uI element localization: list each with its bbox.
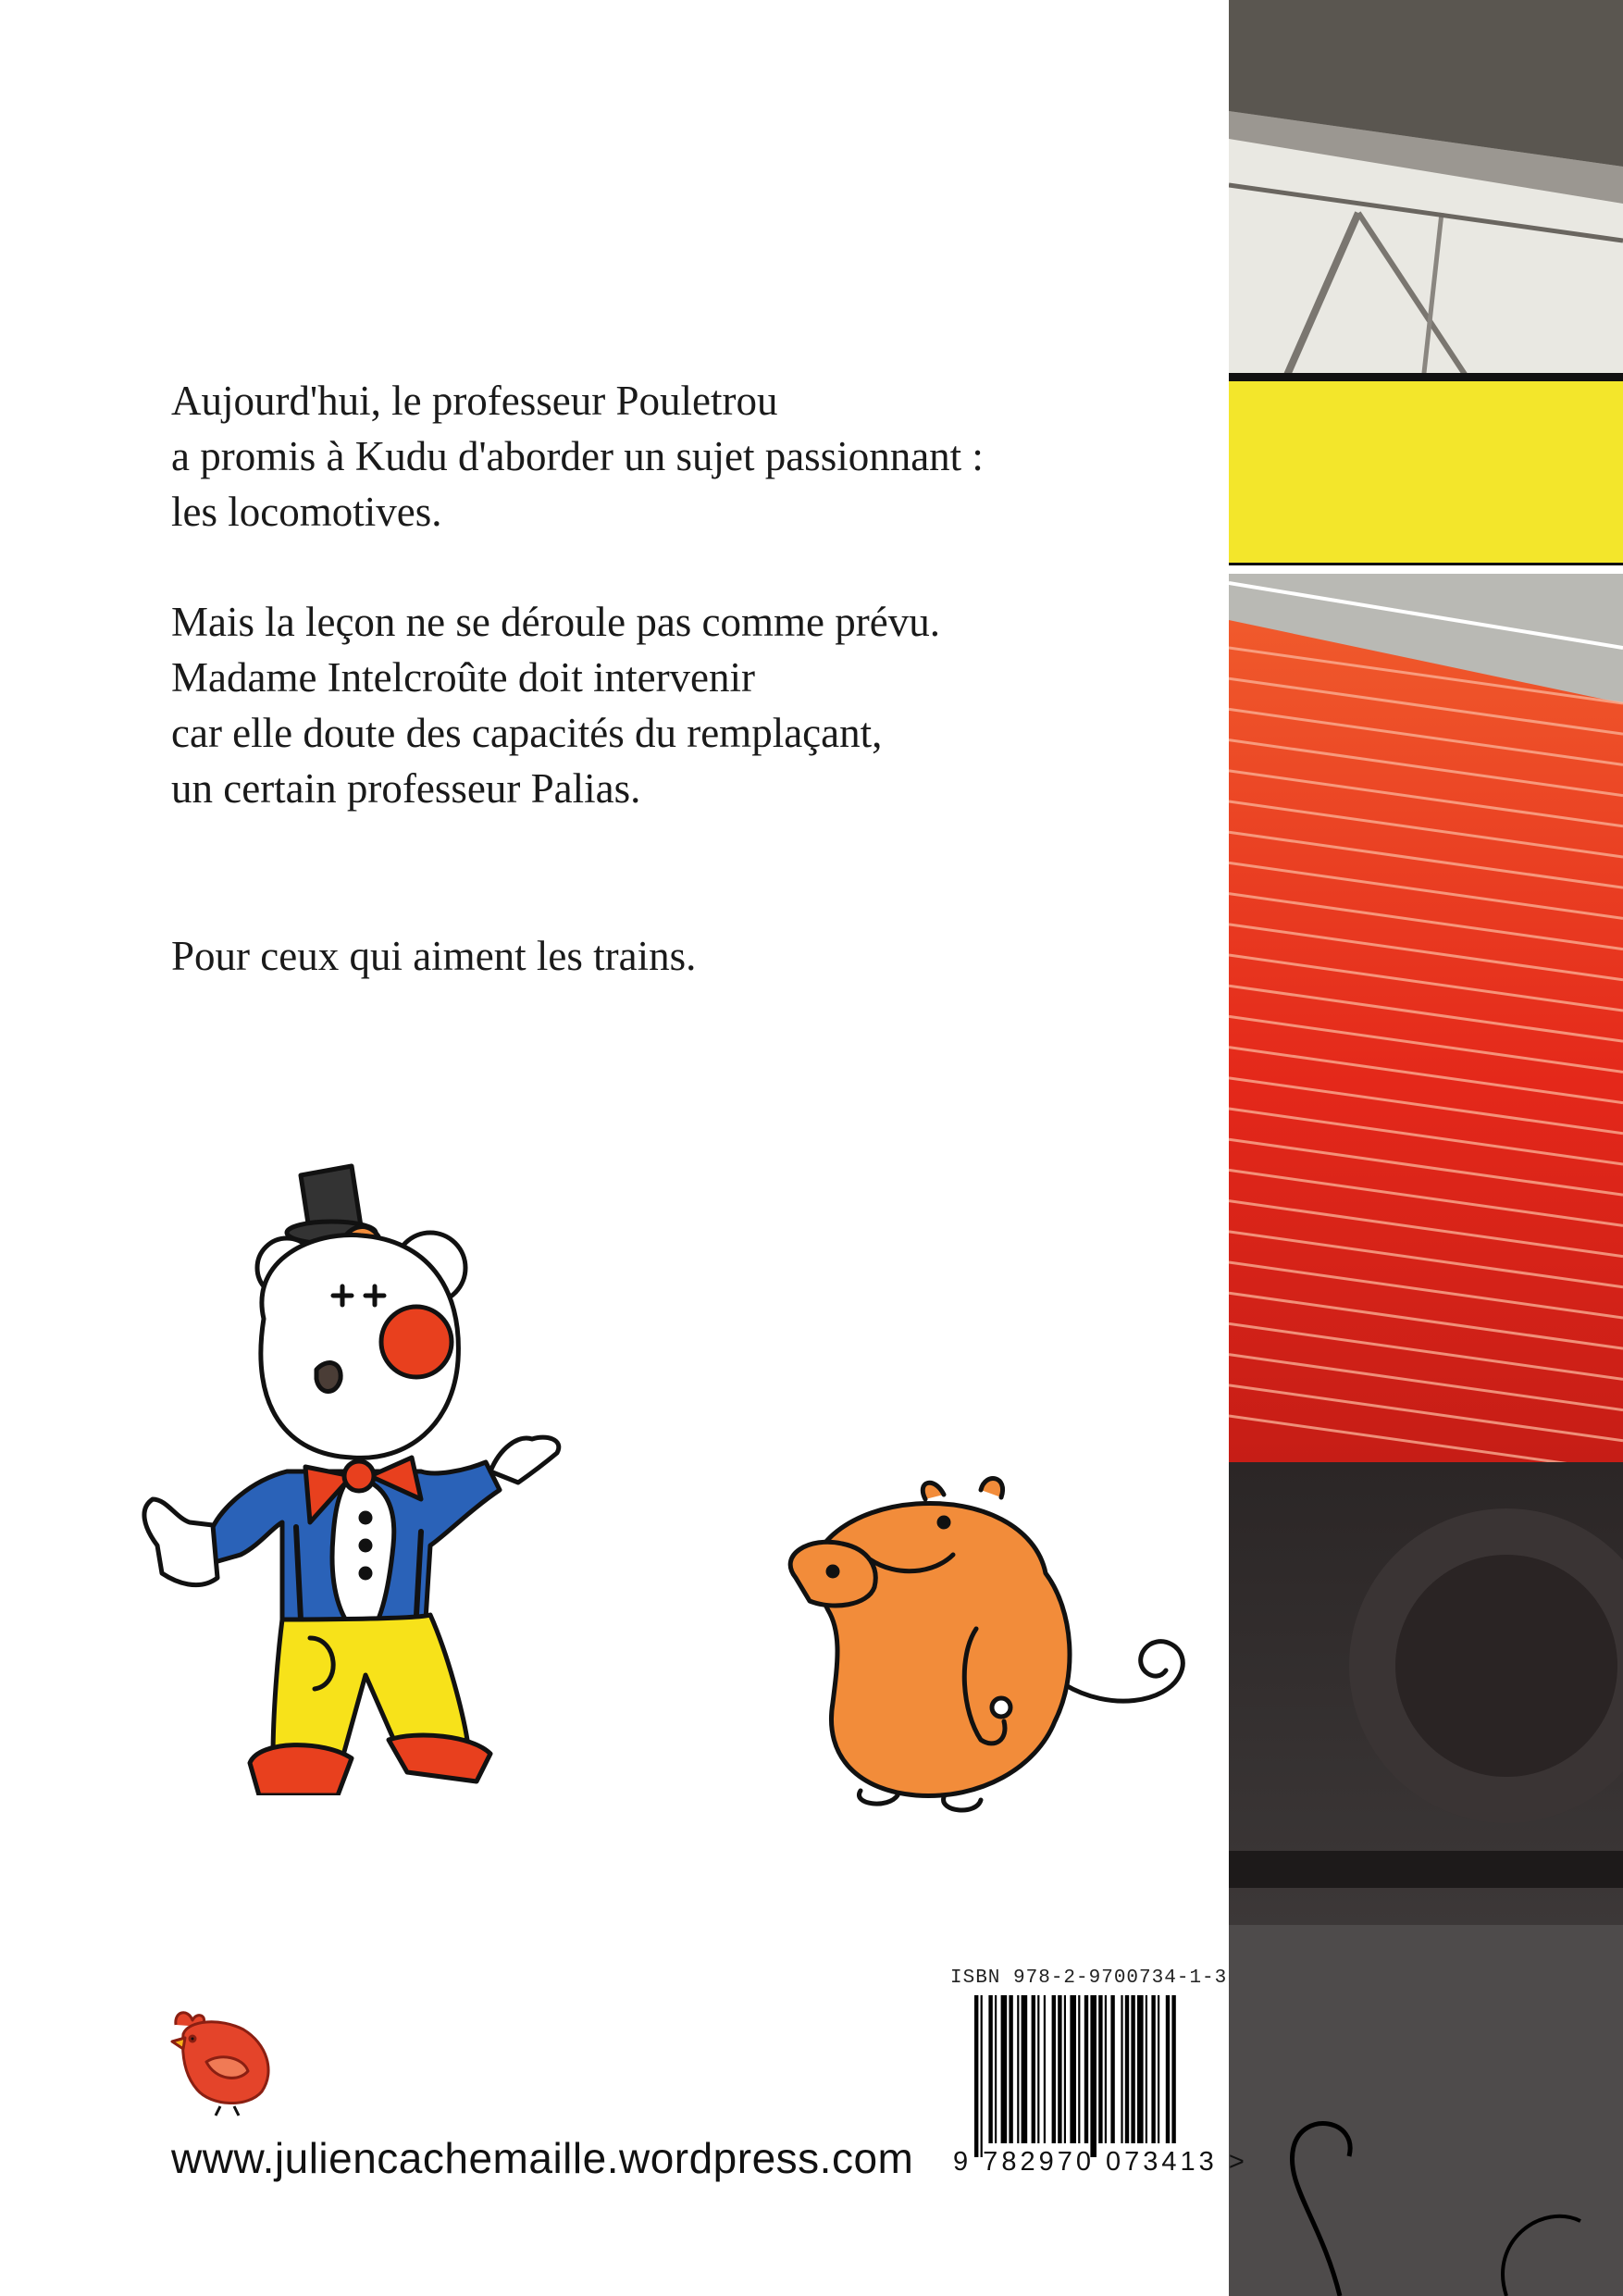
blurb-paragraph-3	[171, 928, 1189, 984]
locomotive-photo-strip	[1229, 0, 1623, 2296]
blurb-paragraph-2	[171, 594, 1189, 816]
red-bird-logo-icon	[165, 2006, 294, 2117]
website-url: www.juliencachemaille.wordpress.com	[171, 2134, 914, 2182]
blurb-line: a promis à Kudu d'aborder un sujet passionnant :	[171, 433, 984, 479]
blurb-line: Mais la leçon ne se déroule pas comme prévu.	[171, 599, 940, 645]
barcode-digits: 9 782970 073413 >	[953, 2147, 1248, 2177]
blurb-line: Madame Intelcroûte doit intervenir	[171, 654, 756, 701]
blurb-paragraph-1	[171, 373, 1189, 540]
blurb-line: car elle doute des capacités du remplaçant,	[171, 710, 883, 756]
kudu-orange-creature-illustration	[759, 1471, 1203, 1832]
blurb-line: les locomotives.	[171, 489, 442, 535]
blurb-line: un certain professeur Palias.	[171, 765, 641, 812]
isbn-label: ISBN 978-2-9700734-1-3	[950, 1967, 1228, 1989]
blurb-line: Pour ceux qui aiment les trains.	[171, 933, 697, 979]
bear-professor-illustration	[111, 1157, 648, 1795]
barcode-icon	[974, 1995, 1217, 2162]
blurb-line: Aujourd'hui, le professeur Pouletrou	[171, 378, 778, 424]
